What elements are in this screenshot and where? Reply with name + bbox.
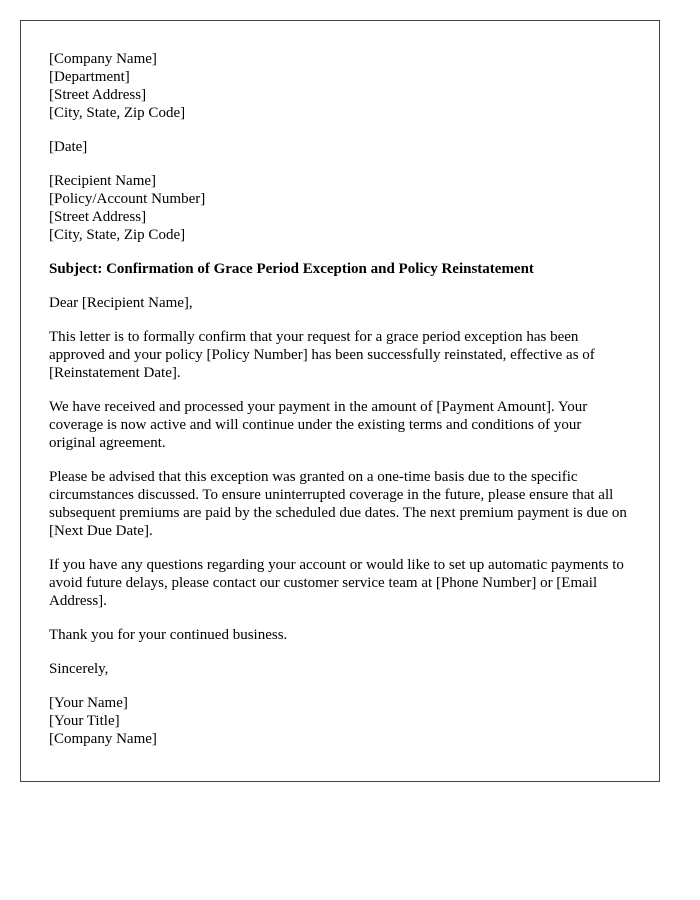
thank-you-line: Thank you for your continued business. — [49, 627, 288, 643]
body-paragraph-1: This letter is to formally confirm that your request for a grace period exception has been approved and your policy [Policy Number] has been successfully reinstated, effective as of [Reinstatement Date]. — [49, 329, 595, 381]
subject-line: Subject: Confirmation of Grace Period Exception and Policy Reinstatement — [49, 261, 534, 277]
letter-page — [20, 20, 660, 782]
body-paragraph-3: Please be advised that this exception was granted on a one-time basis due to the specific circumstances discussed. To ensure uninterrupted coverage in the future, please ensure that all subsequent premiums are paid by the scheduled due dates. The next premium payment is due on [Next Due Date]. — [49, 469, 627, 539]
sender-company: [Company Name] — [49, 51, 157, 67]
recipient-street: [Street Address] — [49, 209, 147, 225]
closing: Sincerely, — [49, 661, 109, 677]
sender-department: [Department] — [49, 69, 130, 85]
salutation: Dear [Recipient Name], — [49, 295, 193, 311]
letter-date: [Date] — [49, 139, 88, 155]
sender-street: [Street Address] — [49, 87, 147, 103]
body-paragraph-4: If you have any questions regarding your account or would like to set up automatic payments to avoid future delays, please contact our customer service team at [Phone Number] or [Email Address]. — [49, 557, 624, 609]
recipient-account: [Policy/Account Number] — [49, 191, 206, 207]
recipient-address — [49, 172, 631, 244]
sender-address — [49, 50, 631, 122]
signature-company: [Company Name] — [49, 731, 157, 747]
recipient-name: [Recipient Name] — [49, 173, 157, 189]
signature-block — [49, 694, 631, 748]
recipient-city: [City, State, Zip Code] — [49, 227, 186, 243]
signature-title: [Your Title] — [49, 713, 120, 729]
signature-name: [Your Name] — [49, 695, 128, 711]
body-paragraph-2: We have received and processed your payment in the amount of [Payment Amount]. Your coverage is now active and will continue under the existing terms and conditions of your original agreement. — [49, 399, 588, 451]
sender-city: [City, State, Zip Code] — [49, 105, 186, 121]
